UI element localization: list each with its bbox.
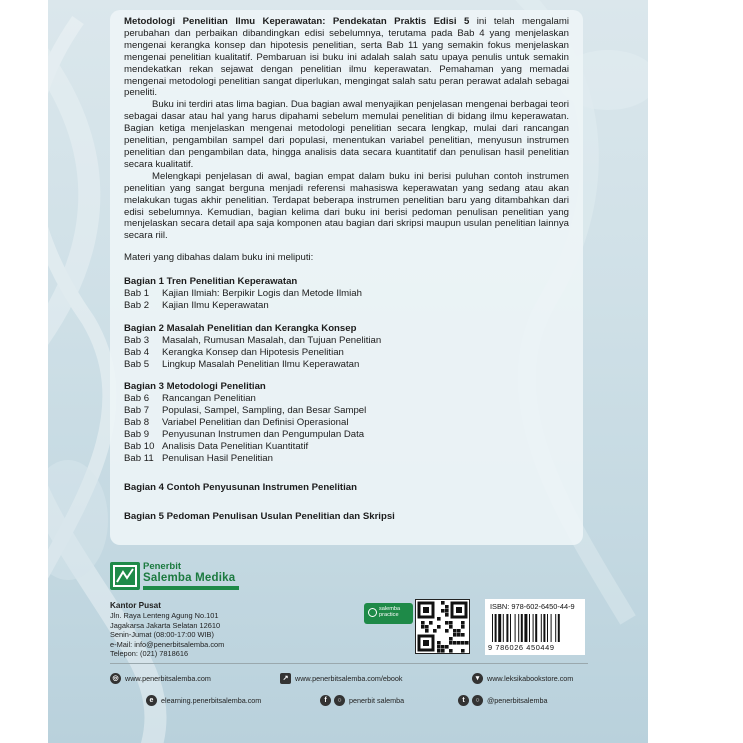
chapter-number: Bab 4 [124,346,150,358]
address-heading: Kantor Pusat [110,601,161,610]
chapter-title: Masalah, Rumusan Masalah, dan Tujuan Penelitian [162,334,382,346]
chapter-title: Rancangan Penelitian [162,393,256,405]
chapter-row [124,359,569,371]
chapter-number: Bab 3 [124,334,150,346]
practice-line-2: practice [379,612,399,619]
part-3 [124,381,569,464]
chapter-number: Bab 5 [124,358,150,370]
part-4-title: Bagian 4 Contoh Penyusunan Instrumen Penelitian [124,481,357,493]
footer-elearning[interactable] [146,695,261,706]
chapter-row [124,335,569,347]
isbn-number: 9 786026 450449 [488,643,555,652]
chapter-row [124,347,569,359]
ebook-link[interactable]: www.penerbitsalemba.com/ebook [295,674,403,683]
facebook-icon: f [320,695,331,706]
publisher-label: Penerbit [143,561,182,572]
head-office-address [110,601,310,658]
publisher-name: Salemba Medika [143,572,236,584]
address-line: Jln. Raya Lenteng Agung No.101 [110,611,219,621]
footer-ebook[interactable] [280,673,402,684]
instagram-icon: ○ [472,695,483,706]
elearning-icon: e [146,695,157,706]
twitter-icon: t [458,695,469,706]
description-paragraph-2: Buku ini terdiri atas lima bagian. Dua bagian awal menyajikan penjelasan mengenai berbagai teori sebagai dasar atau hal yang harus dipahami sebelum memulai penelitian di bidang ilmu keperawatan. Bagian ketiga menjelaskan mengenai metodologi penelitian secara lengkap, mulai dari rancangan penelitian, pengambilan sampel dari populasi, menentukan variabel penelitian, menyusun instrumen penelitian dan pengambilan data, hingga analisis data secara kuantitatif dan penulisan hasil penelitian secara kualitatif. [124,99,569,170]
practice-line-1: salemba [379,606,401,612]
chapter-title: Analisis Data Penelitian Kuantitatif [162,441,309,452]
part-5-title: Bagian 5 Pedoman Penulisan Usulan Penelitian dan Skripsi [124,510,395,522]
elearning-link[interactable]: elearning.penerbitsalemba.com [161,696,262,705]
chapter-title: Kerangka Konsep dan Hipotesis Penelitian [162,346,344,358]
qr-code-icon [415,599,470,654]
chapter-row [124,417,569,429]
footer-website[interactable] [110,673,211,684]
facebook-handle[interactable]: penerbit salemba [349,696,405,705]
footer-divider [110,663,588,664]
phone-line: Telepon: (021) 7818616 [110,649,189,659]
website-link[interactable]: www.penerbitsalemba.com [125,674,211,683]
chapter-title: Lingkup Masalah Penelitian Ilmu Keperawatan [162,358,360,370]
barcode-icon [490,614,580,642]
chapter-number: Bab 10 [124,441,155,452]
chapter-number: Bab 1 [124,288,150,300]
chapter-number: Bab 7 [124,405,150,417]
chapter-title: Penulisan Hasil Penelitian [162,452,273,464]
globe-icon: ◎ [110,673,121,684]
publisher-underline [143,586,239,590]
part-1 [124,276,569,312]
chapter-number: Bab 2 [124,299,150,311]
description-paragraph-3: Melengkapi penjelasan di awal, bagian empat dalam buku ini berisi puluhan contoh instrumen penelitian yang sangat berguna menjadi referensi mahasiswa keperawatan yang sedang atau akan melakukan tugas akhir penelitian. Terdapat beberapa instrumen penelitian baru yang ditambahkan dari edisi sebelumnya. Kemudian, bagian kelima dari buku ini berisi pedoman penulisan penelitian yang menjelaskan secara detail apa saja komponen atau bagian dari skripsi maupun usulan penelitian lainnya secara riil. [124,170,569,242]
chapter-row [124,405,569,417]
isbn-barcode-box [485,599,585,655]
publisher-emblem-icon [110,562,140,590]
chapter-row [124,453,569,465]
description-panel [110,10,583,545]
chapter-row [124,429,569,441]
ebook-icon: ↗ [280,673,291,684]
paragraph-text: ini telah mengalami perubahan dan perbaikan dibandingkan edisi sebelumnya, terutama pada Bab 4 yang menjelaskan mengenai kerangka konsep dan hipotesis penelitian, serta Bab 11 yang semakin fokus menjelaskan mengenai penelitian kualitatif. Pembaruan isi buku ini adalah salah satu upaya penulis untuk semakin mendekatkan rekan sejawat dengan penelitian ilmu keperawatan. Pemahaman yang memadai mengenai metodologi penelitian sangat diperlukan, mengingat salah satu peran perawat adalah sebagai peneliti. [124,16,569,99]
chapter-row [124,393,569,405]
store-link[interactable]: www.leksikabookstore.com [487,674,574,683]
footer-facebook[interactable] [320,695,404,706]
cart-icon: ▾ [472,673,483,684]
practice-icon [368,608,377,617]
chapter-title: Penyusunan Instrumen dan Pengumpulan Data [162,429,365,441]
chapter-number: Bab 11 [124,452,154,464]
chapter-title: Variabel Penelitian dan Definisi Operasional [162,417,349,429]
chapter-number: Bab 9 [124,429,150,441]
part-title: Bagian 3 Metodologi Penelitian [124,381,266,393]
chapter-row [124,300,569,312]
part-2 [124,323,569,371]
chapter-row [124,288,569,300]
chapter-title: Kajian Ilmiah: Berpikir Logis dan Metode Ilmiah [162,288,362,300]
book-title-lead: Metodologi Penelitian Ilmu Keperawatan: Pendekatan Praktis Edisi 5 [124,16,470,27]
office-hours: Senin-Jumat (08:00-17:00 WIB) [110,630,214,640]
contents-intro: Materi yang dibahas dalam buku ini meliputi: [124,252,314,264]
address-line: Jagakarsa Jakarta Selatan 12610 [110,620,221,630]
isbn-label: ISBN: 978-602-6450-44-9 [490,602,575,611]
part-title: Bagian 1 Tren Penelitian Keperawatan [124,276,298,288]
salemba-practice-badge [364,603,413,624]
chapter-number: Bab 6 [124,393,150,405]
email-line: e-Mail: info@penerbitsalemba.com [110,639,225,649]
chapter-number: Bab 8 [124,417,150,429]
chapter-title: Populasi, Sampel, Sampling, dan Besar Sampel [162,405,367,417]
description-paragraph-1 [124,16,569,99]
chapter-row [124,441,569,453]
publisher-logo [110,562,240,592]
footer-store[interactable] [472,673,573,684]
instagram-icon: ○ [334,695,345,706]
social-handle[interactable]: @penerbitsalemba [487,696,548,705]
part-title: Bagian 2 Masalah Penelitian dan Kerangka Konsep [124,322,357,334]
footer-social[interactable] [458,695,547,706]
chapter-title: Kajian Ilmu Keperawatan [162,299,269,311]
book-back-cover [48,0,648,743]
